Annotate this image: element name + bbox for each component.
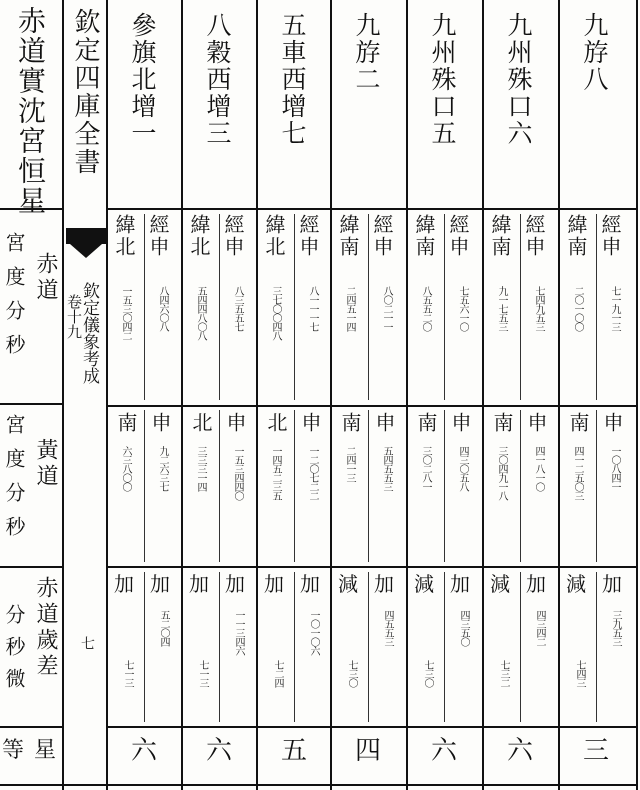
- column-divider: [482, 0, 484, 790]
- page-number: 七: [79, 636, 95, 650]
- eq-lon-value: 七四九五三: [533, 286, 544, 331]
- star-magnitude: 五: [280, 736, 307, 766]
- star-name: 九州殊口六: [504, 12, 533, 147]
- eq-lat-label: 緯北: [112, 214, 136, 258]
- magnitude-label: 等星: [2, 738, 67, 763]
- column-divider: [256, 0, 258, 790]
- ecl-lat-label: 南: [114, 412, 138, 436]
- ecl-lon-label: 申: [223, 412, 247, 436]
- subcolumn-divider: [294, 572, 295, 722]
- diff-lat-label: 加: [189, 572, 213, 596]
- ecl-lat-label: 南: [414, 412, 438, 436]
- ecl-lat-label: 南: [490, 412, 514, 436]
- eq-lon-value: 八〇二一一: [381, 286, 392, 331]
- ecl-lon-value: 一五三四四〇: [232, 446, 243, 500]
- eq-lat-value: 九一七五三: [496, 286, 507, 331]
- ecl-lon-value: 四三〇五八: [457, 446, 468, 491]
- volume-label: 卷十九: [65, 294, 83, 339]
- equatorial-units: 宮度分秒: [2, 232, 26, 368]
- ecl-lon-label: 申: [148, 412, 172, 436]
- star-name: 五車西增七: [278, 12, 307, 147]
- eq-lat-value: 一五三〇四二: [120, 286, 131, 340]
- diff-lon-value: 一一三四六: [233, 610, 244, 655]
- diff-lat-value: 七一三: [197, 660, 208, 687]
- diff-lon-label: 加: [300, 572, 324, 596]
- subcolumn-divider: [219, 214, 220, 400]
- column-divider: [62, 0, 64, 790]
- ecl-lon-value: 九二六三七: [157, 446, 168, 491]
- ecl-lat-value: 六三八〇〇: [120, 446, 131, 491]
- star-name: 參旗北增一: [128, 12, 157, 147]
- row-divider: [106, 566, 638, 568]
- diff-lat-label: 減: [490, 572, 514, 596]
- diff-lon-value: 一〇一〇六: [308, 610, 319, 655]
- diff-lon-label: 加: [374, 572, 398, 596]
- page-title: 赤道實沈宮恒星: [14, 6, 47, 216]
- diff-lat-value: 七三二: [498, 660, 509, 687]
- subcolumn-divider: [219, 410, 220, 562]
- star-magnitude: 六: [205, 736, 232, 766]
- diff-lat-value: 七一三: [122, 660, 133, 687]
- equatorial-label: 赤道: [33, 252, 58, 304]
- row-divider: [0, 726, 62, 728]
- row-divider: [106, 726, 638, 728]
- row-divider: [106, 405, 638, 407]
- diff-lon-value: 四三四二: [534, 610, 545, 646]
- eq-lon-label: 經申: [296, 214, 320, 258]
- row-divider: [0, 566, 62, 568]
- ecl-lon-label: 申: [298, 412, 322, 436]
- eq-lat-label: 緯南: [488, 214, 512, 258]
- ecl-lat-label: 北: [264, 412, 288, 436]
- eq-lat-label: 緯北: [187, 214, 211, 258]
- subcolumn-divider: [294, 214, 295, 400]
- column-divider: [558, 0, 560, 790]
- diff-lat-label: 減: [566, 572, 590, 596]
- subcolumn-divider: [368, 410, 369, 562]
- eq-lon-label: 經申: [522, 214, 546, 258]
- star-magnitude: 四: [354, 736, 381, 766]
- subcolumn-divider: [596, 572, 597, 722]
- subcolumn-divider: [444, 410, 445, 562]
- subcolumn-divider: [368, 572, 369, 722]
- diff-lon-label: 加: [150, 572, 174, 596]
- subcolumn-divider: [520, 572, 521, 722]
- eq-lat-value: 二〇一〇〇: [572, 286, 583, 331]
- ecliptic-units: 宮度分秒: [2, 414, 26, 550]
- ecl-lat-value: 三〇二八一: [420, 446, 431, 491]
- column-divider: [330, 0, 332, 790]
- eq-lon-value: 七五六一〇: [457, 286, 468, 331]
- ecl-lon-value: 一二〇七二二: [307, 446, 318, 500]
- subcolumn-divider: [520, 410, 521, 562]
- subcolumn-divider: [520, 214, 521, 400]
- column-divider: [636, 0, 638, 790]
- subcolumn-divider: [596, 410, 597, 562]
- eq-lat-label: 緯南: [412, 214, 436, 258]
- book-title: 欽定儀象考成: [79, 282, 99, 384]
- ecl-lon-label: 申: [372, 412, 396, 436]
- annual-diff-label: 赤道歲差: [33, 576, 58, 680]
- diff-lon-value: 三九五三: [610, 610, 621, 646]
- diff-lat-label: 加: [114, 572, 138, 596]
- subcolumn-divider: [144, 214, 145, 400]
- eq-lat-label: 緯南: [564, 214, 588, 258]
- diff-lat-value: 七二四: [272, 660, 283, 687]
- ecl-lat-value: 一四五二三五: [270, 446, 281, 500]
- fishtail-mark: [66, 228, 106, 244]
- star-magnitude: 六: [130, 736, 157, 766]
- star-magnitude: 三: [582, 736, 609, 766]
- ecl-lat-label: 南: [338, 412, 362, 436]
- subcolumn-divider: [596, 214, 597, 400]
- eq-lon-label: 經申: [146, 214, 170, 258]
- ecl-lat-label: 南: [566, 412, 590, 436]
- diff-lon-label: 加: [602, 572, 626, 596]
- column-divider: [181, 0, 183, 790]
- column-divider: [406, 0, 408, 790]
- star-magnitude: 六: [506, 736, 533, 766]
- ecl-lat-value: 三〇四九一八: [496, 446, 507, 500]
- ecliptic-label: 黃道: [33, 438, 58, 490]
- diff-lon-label: 加: [450, 572, 474, 596]
- star-name: 八穀西增三: [203, 12, 232, 147]
- diff-lat-value: 七三〇: [422, 660, 433, 687]
- diff-lon-value: 四三五〇: [458, 610, 469, 646]
- eq-lon-label: 經申: [598, 214, 622, 258]
- ecl-lon-value: 一〇八四一: [609, 446, 620, 491]
- ecl-lon-label: 申: [524, 412, 548, 436]
- ecl-lat-value: 三三三一四: [195, 446, 206, 491]
- ecl-lon-value: 四一八一〇: [533, 446, 544, 491]
- star-name: 九斿二: [352, 12, 381, 93]
- subcolumn-divider: [368, 214, 369, 400]
- subcolumn-divider: [294, 410, 295, 562]
- column-divider: [106, 0, 108, 790]
- star-name: 九州殊口五: [428, 12, 457, 147]
- eq-lat-value: 二四五一四: [344, 286, 355, 331]
- eq-lon-value: 八一一一七: [307, 286, 318, 331]
- ecl-lat-label: 北: [189, 412, 213, 436]
- diff-lon-label: 加: [225, 572, 249, 596]
- row-divider: [0, 403, 62, 405]
- diff-lat-label: 減: [338, 572, 362, 596]
- eq-lon-value: 八三五五七: [232, 286, 243, 331]
- subcolumn-divider: [219, 572, 220, 722]
- diff-lat-value: 七三〇: [346, 660, 357, 687]
- ecl-lat-value: 二四一三: [344, 446, 355, 482]
- row-divider: [106, 208, 638, 210]
- row-divider: [0, 784, 638, 786]
- subcolumn-divider: [444, 572, 445, 722]
- subcolumn-divider: [144, 410, 145, 562]
- diff-lat-value: 七四三: [574, 660, 585, 687]
- diff-lat-label: 加: [264, 572, 288, 596]
- eq-lat-value: 五四四八〇八: [195, 286, 206, 340]
- subcolumn-divider: [444, 214, 445, 400]
- eq-lat-label: 緯北: [262, 214, 286, 258]
- eq-lat-value: 三七〇〇四八: [270, 286, 281, 340]
- diff-lon-label: 加: [526, 572, 550, 596]
- diff-lat-label: 減: [414, 572, 438, 596]
- eq-lat-value: 八五五二〇: [420, 286, 431, 331]
- eq-lat-label: 緯南: [336, 214, 360, 258]
- ecl-lat-value: 四一二五〇三: [572, 446, 583, 500]
- eq-lon-label: 經申: [446, 214, 470, 258]
- annual-diff-units: 分秒微: [2, 604, 26, 700]
- eq-lon-value: 七一九一三: [609, 286, 620, 331]
- eq-lon-label: 經申: [221, 214, 245, 258]
- star-magnitude: 六: [430, 736, 457, 766]
- diff-lon-value: 四五五三: [382, 610, 393, 646]
- eq-lon-label: 經申: [370, 214, 394, 258]
- ecl-lon-label: 申: [600, 412, 624, 436]
- ecl-lon-label: 申: [448, 412, 472, 436]
- library-title: 欽定四庫全書: [70, 8, 100, 176]
- subcolumn-divider: [144, 572, 145, 722]
- diff-lon-value: 五二〇四: [158, 610, 169, 646]
- ecl-lon-value: 五四五五三: [381, 446, 392, 491]
- eq-lon-value: 八四六〇八: [157, 286, 168, 331]
- star-name: 九斿八: [580, 12, 609, 93]
